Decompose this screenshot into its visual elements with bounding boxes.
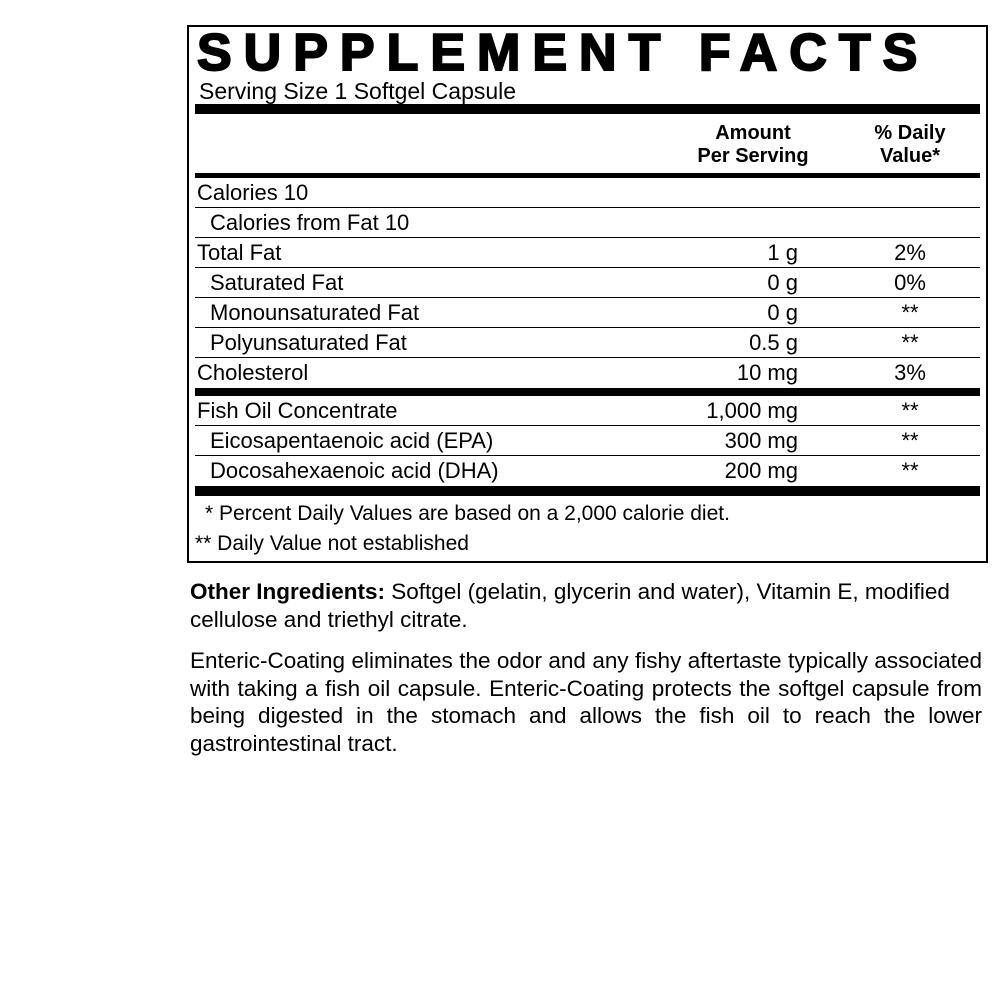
other-ingredients-text: Softgel (gelatin, glycerin and water), Vitamin E, modified cellulose and triethyl citrate. (190, 579, 950, 632)
panel-title: SUPPLEMENT FACTS (197, 24, 930, 82)
nutrient-daily-value: ** (901, 299, 919, 325)
nutrient-daily-value: 3% (894, 360, 926, 385)
divider-thick-top (195, 104, 980, 114)
column-header-amount (690, 122, 816, 168)
nutrient-amount: 200 mg (724, 458, 798, 483)
nutrient-name: Eicosapentaenoic acid (EPA) (210, 427, 494, 453)
column-header-amount-line1: Amount (715, 122, 791, 144)
serving-size: Serving Size 1 Softgel Capsule (199, 78, 517, 104)
row-epa (195, 426, 980, 456)
footnotes (195, 499, 980, 559)
nutrient-name: Monounsaturated Fat (210, 299, 420, 325)
column-header-dv-line2: Value* (879, 145, 941, 167)
nutrient-name: Fish Oil Concentrate (197, 397, 398, 423)
footnote-not-established: ** Daily Value not established (195, 532, 469, 555)
column-headers (195, 114, 980, 173)
row-total-fat (195, 238, 980, 268)
below-panel-text (190, 578, 982, 757)
nutrient-amount: 10 mg (736, 360, 798, 385)
row-monounsaturated-fat (195, 298, 980, 328)
footnote-daily-values: * Percent Daily Values are based on a 2,000 calorie diet. (205, 502, 730, 525)
nutrient-daily-value: 0% (894, 269, 926, 295)
divider-thick-mid (195, 388, 980, 396)
nutrient-name: Calories from Fat 10 (210, 209, 410, 235)
nutrient-name: Total Fat (197, 239, 282, 265)
nutrient-name: Polyunsaturated Fat (210, 329, 407, 355)
nutrient-daily-value: ** (901, 427, 919, 453)
enteric-coating-paragraph: Enteric-Coating eliminates the odor and any fishy aftertaste typically associated with taking a fish oil capsule. Enteric-Coating protects the softgel capsule from being digested in the stomach and allows the fish oil to reach the lower gastrointestinal tract. (190, 648, 982, 756)
column-header-daily-value (840, 122, 980, 168)
nutrient-daily-value: 2% (894, 239, 926, 265)
supplement-facts-panel (187, 25, 988, 563)
row-cholesterol (195, 358, 980, 388)
row-polyunsaturated-fat (195, 328, 980, 358)
other-ingredients-label: Other Ingredients: (190, 579, 386, 604)
row-fish-oil-concentrate (195, 396, 980, 426)
nutrient-name: Saturated Fat (210, 269, 344, 295)
nutrient-name: Docosahexaenoic acid (DHA) (210, 458, 499, 483)
nutrient-daily-value: ** (901, 458, 919, 483)
nutrient-daily-value: ** (901, 329, 919, 355)
divider-thick-bottom (195, 486, 980, 496)
other-ingredients (190, 578, 982, 633)
nutrient-amount: 1 g (767, 239, 798, 265)
nutrient-name: Cholesterol (197, 360, 309, 385)
row-calories (195, 178, 980, 208)
column-header-amount-line2: Per Serving (697, 145, 809, 167)
nutrient-daily-value: ** (901, 397, 919, 423)
nutrient-amount: 0.5 g (749, 329, 798, 355)
nutrient-amount: 0 g (767, 269, 798, 295)
nutrient-amount: 1,000 mg (706, 397, 798, 423)
nutrient-amount: 300 mg (724, 427, 798, 453)
nutrient-name: Calories 10 (197, 179, 309, 205)
row-calories-from-fat (195, 208, 980, 238)
row-dha (195, 456, 980, 486)
column-header-dv-line1: % Daily (874, 122, 946, 144)
row-saturated-fat (195, 268, 980, 298)
nutrient-amount: 0 g (767, 299, 798, 325)
